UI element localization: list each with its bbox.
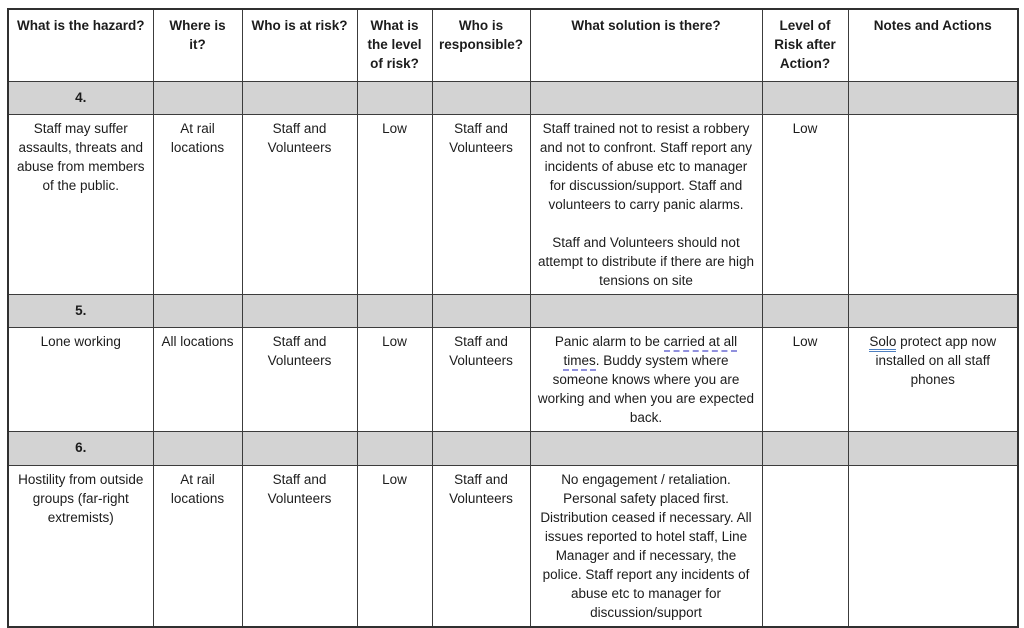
text-run: Staff and Volunteers bbox=[449, 471, 513, 506]
cell-responsible bbox=[432, 114, 530, 294]
cell-solution bbox=[530, 114, 762, 294]
cell-who-at-risk bbox=[242, 327, 357, 431]
paragraph bbox=[769, 470, 842, 489]
cell-who-at-risk bbox=[242, 114, 357, 294]
text-run: protect app now installed on all staff phones bbox=[875, 333, 997, 387]
cell-who-at-risk bbox=[242, 465, 357, 627]
paragraph bbox=[249, 470, 351, 508]
cell-risk-level bbox=[357, 465, 432, 627]
text-run: No engagement / retaliation. Personal safety placed first. Distribution ceased if necessary. All issues reported to hotel staff, Line Manager and if necessary, the police. Staff report any incidents of abuse etc to manager for discussion/support bbox=[540, 471, 752, 620]
spell-check-underline: Solo bbox=[869, 334, 896, 352]
paragraph bbox=[160, 332, 236, 351]
cell-notes bbox=[848, 114, 1018, 294]
cell-risk-level bbox=[357, 327, 432, 431]
section-cell-who-at-risk bbox=[242, 81, 357, 114]
section-cell-risk-after bbox=[762, 294, 848, 327]
column-header-who-at-risk: Who is at risk? bbox=[242, 9, 357, 81]
paragraph bbox=[439, 119, 524, 157]
cell-notes bbox=[848, 327, 1018, 431]
section-cell-notes bbox=[848, 294, 1018, 327]
text-run: Staff and Volunteers bbox=[449, 333, 513, 368]
header-row bbox=[8, 9, 1018, 81]
paragraph bbox=[855, 470, 1012, 489]
text-run: Staff and Volunteers bbox=[267, 471, 332, 506]
cell-risk-after bbox=[762, 114, 848, 294]
paragraph bbox=[249, 119, 351, 157]
cell-solution bbox=[530, 465, 762, 627]
column-header-solution: What solution is there? bbox=[530, 9, 762, 81]
column-header-notes: Notes and Actions bbox=[848, 9, 1018, 81]
paragraph bbox=[15, 332, 147, 351]
cell-responsible bbox=[432, 465, 530, 627]
cell-where bbox=[153, 327, 242, 431]
paragraph bbox=[439, 470, 524, 508]
paragraph bbox=[364, 119, 426, 138]
section-number: 5. bbox=[8, 294, 153, 327]
text-run: Staff may suffer assaults, threats and abuse from members of the public. bbox=[16, 120, 145, 193]
paragraph bbox=[537, 214, 756, 233]
text-run: Low bbox=[792, 333, 818, 349]
paragraph bbox=[537, 470, 756, 622]
paragraph bbox=[160, 119, 236, 157]
section-cell-responsible bbox=[432, 81, 530, 114]
paragraph bbox=[855, 119, 1012, 138]
section-number: 6. bbox=[8, 431, 153, 465]
cell-hazard bbox=[8, 327, 153, 431]
grammar-check-underline: carried at all times bbox=[563, 334, 737, 371]
section-cell-responsible bbox=[432, 431, 530, 465]
text-run: Low bbox=[792, 120, 818, 136]
section-cell-where bbox=[153, 294, 242, 327]
risk-table-body bbox=[8, 81, 1018, 627]
text-run: . Buddy system where someone knows where you are working and when you are expected back. bbox=[537, 352, 755, 425]
cell-notes bbox=[848, 465, 1018, 627]
paragraph bbox=[249, 332, 351, 370]
section-cell-risk-after bbox=[762, 431, 848, 465]
table-row bbox=[8, 327, 1018, 431]
text-run: Lone working bbox=[40, 333, 121, 349]
cell-responsible bbox=[432, 327, 530, 431]
section-cell-risk-level bbox=[357, 294, 432, 327]
section-cell-risk-after bbox=[762, 81, 848, 114]
paragraph bbox=[537, 119, 756, 214]
paragraph bbox=[855, 332, 1012, 389]
text-run: Hostility from outside groups (far-right extremists) bbox=[18, 471, 144, 525]
cell-risk-after bbox=[762, 327, 848, 431]
section-cell-solution bbox=[530, 81, 762, 114]
section-row bbox=[8, 294, 1018, 327]
text-run: Low bbox=[382, 471, 407, 487]
section-cell-risk-level bbox=[357, 431, 432, 465]
risk-assessment-table bbox=[7, 8, 1019, 628]
text-run: Low bbox=[382, 333, 407, 349]
paragraph bbox=[364, 470, 426, 489]
cell-hazard bbox=[8, 465, 153, 627]
text-run: All locations bbox=[161, 333, 234, 349]
text-run: Low bbox=[382, 120, 407, 136]
paragraph bbox=[769, 332, 842, 351]
text-run: At rail locations bbox=[170, 471, 225, 506]
section-cell-who-at-risk bbox=[242, 294, 357, 327]
section-cell-who-at-risk bbox=[242, 431, 357, 465]
section-cell-notes bbox=[848, 81, 1018, 114]
section-cell-responsible bbox=[432, 294, 530, 327]
section-cell-where bbox=[153, 81, 242, 114]
section-row bbox=[8, 431, 1018, 465]
column-header-where: Where is it? bbox=[153, 9, 242, 81]
column-header-risk-after: Level of Risk after Action? bbox=[762, 9, 848, 81]
paragraph bbox=[537, 332, 756, 427]
cell-hazard bbox=[8, 114, 153, 294]
paragraph bbox=[15, 119, 147, 195]
section-cell-solution bbox=[530, 431, 762, 465]
paragraph bbox=[15, 470, 147, 527]
paragraph bbox=[439, 332, 524, 370]
paragraph bbox=[160, 470, 236, 508]
paragraph bbox=[364, 332, 426, 351]
text-run: Panic alarm to be bbox=[554, 333, 664, 349]
text-run: Staff and Volunteers bbox=[267, 120, 332, 155]
section-cell-risk-level bbox=[357, 81, 432, 114]
table-row bbox=[8, 114, 1018, 294]
section-cell-solution bbox=[530, 294, 762, 327]
table-row bbox=[8, 465, 1018, 627]
section-cell-notes bbox=[848, 431, 1018, 465]
column-header-responsible: Who is responsible? bbox=[432, 9, 530, 81]
cell-where bbox=[153, 465, 242, 627]
cell-risk-after bbox=[762, 465, 848, 627]
cell-risk-level bbox=[357, 114, 432, 294]
cell-solution bbox=[530, 327, 762, 431]
cell-where bbox=[153, 114, 242, 294]
paragraph bbox=[769, 119, 842, 138]
column-header-risk-level: What is the level of risk? bbox=[357, 9, 432, 81]
text-run: Staff and Volunteers bbox=[267, 333, 332, 368]
section-cell-where bbox=[153, 431, 242, 465]
text-run: Staff and Volunteers should not attempt to distribute if there are high tensions on site bbox=[537, 234, 755, 288]
paragraph bbox=[537, 233, 756, 290]
section-row bbox=[8, 81, 1018, 114]
column-header-hazard: What is the hazard? bbox=[8, 9, 153, 81]
text-run: Staff and Volunteers bbox=[449, 120, 513, 155]
section-number: 4. bbox=[8, 81, 153, 114]
text-run: Staff trained not to resist a robbery and not to confront. Staff report any incidents of abuse etc to manager for discussion/support. Staff and volunteers to carry panic alarms. bbox=[539, 120, 753, 212]
text-run: At rail locations bbox=[170, 120, 225, 155]
